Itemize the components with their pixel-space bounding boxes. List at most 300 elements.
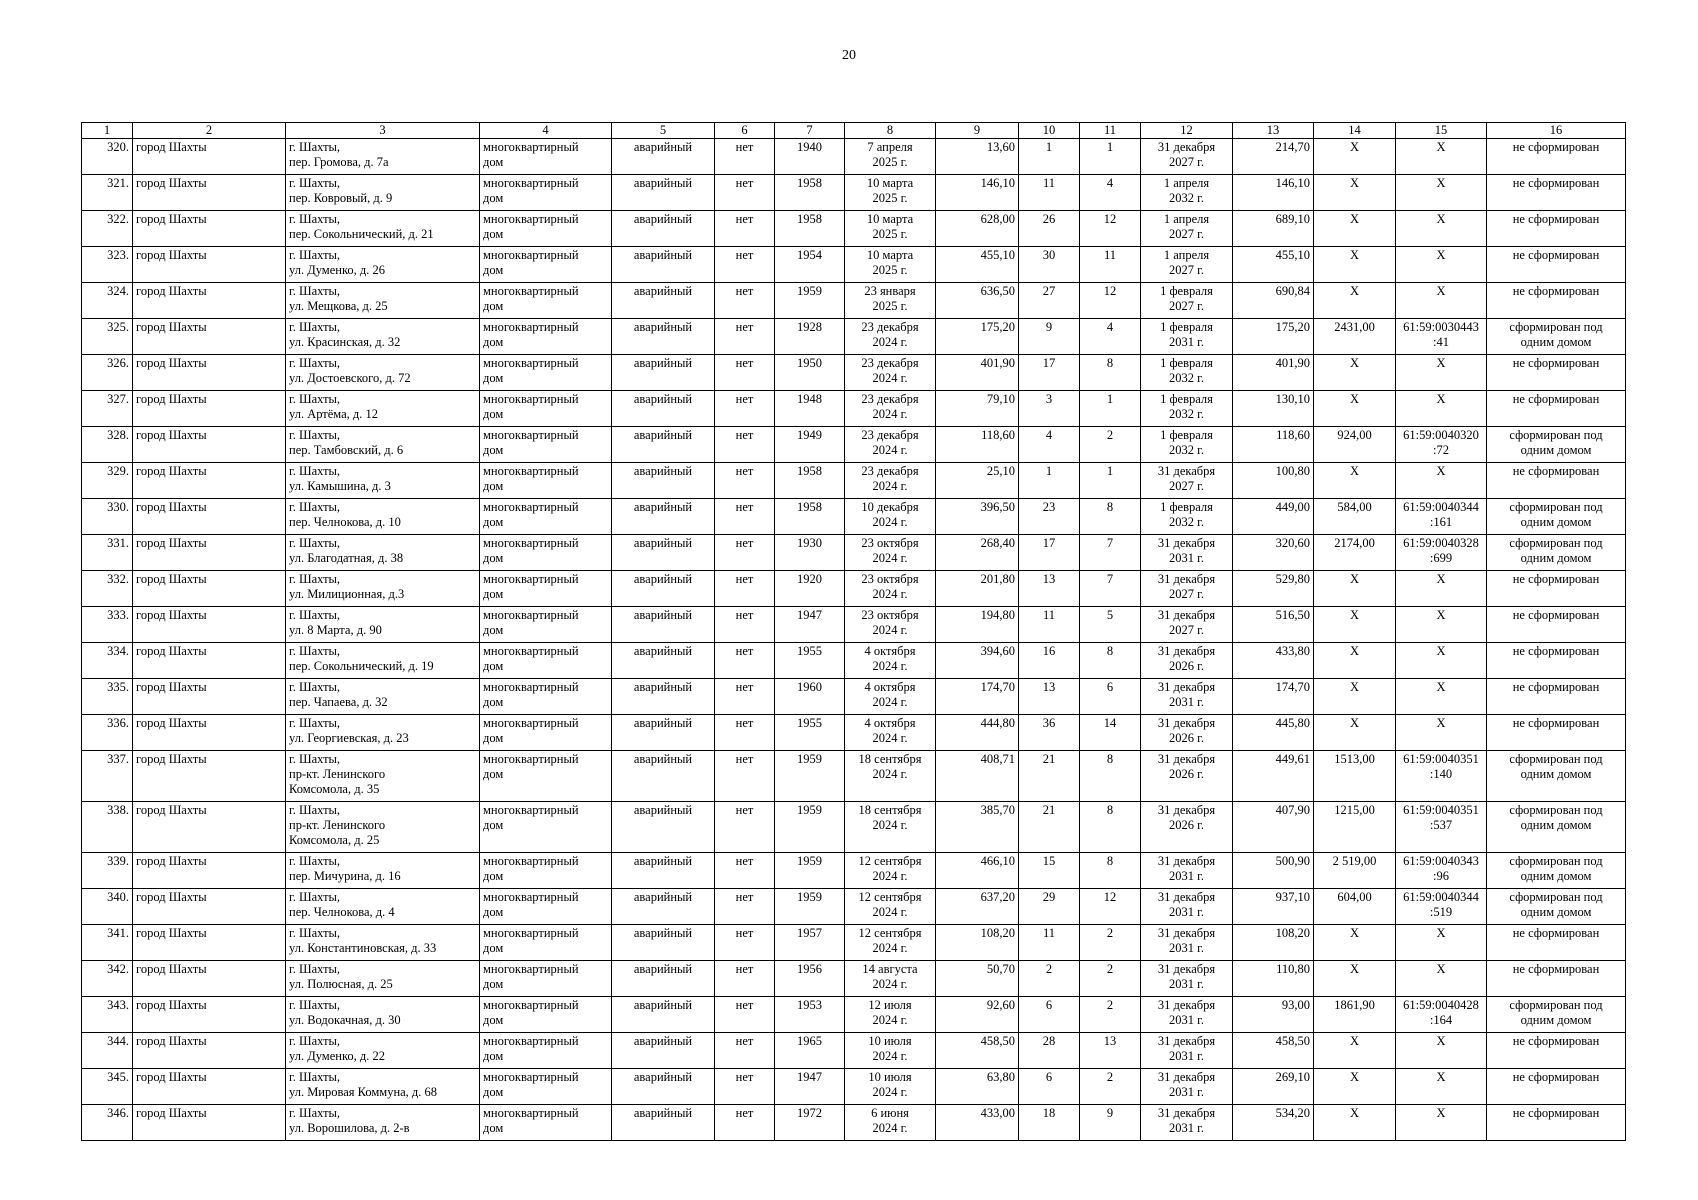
recognition-date-line: 2024 г. <box>872 1013 908 1027</box>
resettlement-deadline-line: 2031 г. <box>1169 905 1204 919</box>
column-9-cell: 92,60 <box>936 997 1019 1033</box>
column-13-cell: 108,20 <box>1233 925 1314 961</box>
recognition-date-line: 2024 г. <box>872 587 908 601</box>
cadastral-number-line: X <box>1436 1106 1446 1120</box>
cadastral-number-line: X <box>1436 572 1446 586</box>
column-9-cell: 401,90 <box>936 355 1019 391</box>
cadastral-number-line: X <box>1436 140 1446 154</box>
resettlement-deadline-line: 2026 г. <box>1169 659 1204 673</box>
municipality-cell: город Шахты <box>133 139 286 175</box>
column-header-10: 10 <box>1019 123 1080 139</box>
recognition-date-cell <box>845 997 936 1033</box>
address-line: ул. Камышина, д. 3 <box>289 479 391 493</box>
recognition-date-line: 23 октября <box>861 536 919 550</box>
land-status-line: сформирован под <box>1509 536 1603 550</box>
address-cell <box>286 247 480 283</box>
recognition-date-cell <box>845 319 936 355</box>
row-number-cell: 339. <box>82 853 133 889</box>
resettlement-deadline-line: 31 декабря <box>1157 1034 1216 1048</box>
recognition-date-line: 23 октября <box>861 572 919 586</box>
resettlement-deadline-line: 31 декабря <box>1157 962 1216 976</box>
cadastral-number-line: X <box>1436 644 1446 658</box>
resettlement-deadline-line: 31 декабря <box>1157 998 1216 1012</box>
recognition-date-line: 10 марта <box>866 176 914 190</box>
recognition-date-line: 14 августа <box>862 962 918 976</box>
land-area-cell: X <box>1314 247 1396 283</box>
address-line: г. Шахты, <box>289 140 341 154</box>
condition-cell: аварийный <box>612 607 715 643</box>
table-body <box>82 139 1626 1141</box>
building-type-cell <box>480 571 612 607</box>
building-type-line: дом <box>483 1121 504 1135</box>
column-6-cell: нет <box>715 853 775 889</box>
cadastral-number-line: :537 <box>1429 818 1453 832</box>
recognition-date-line: 2024 г. <box>872 335 908 349</box>
column-13-cell: 93,00 <box>1233 997 1314 1033</box>
land-status-cell <box>1487 679 1626 715</box>
municipality-cell: город Шахты <box>133 391 286 427</box>
land-area-cell: X <box>1314 607 1396 643</box>
municipality-cell: город Шахты <box>133 283 286 319</box>
build-year-cell: 1958 <box>775 499 845 535</box>
recognition-date-line: 18 сентября <box>858 803 922 817</box>
land-area-cell: X <box>1314 139 1396 175</box>
building-type-line: дом <box>483 155 504 169</box>
column-10-cell: 17 <box>1019 535 1080 571</box>
condition-cell: аварийный <box>612 1069 715 1105</box>
municipality-cell: город Шахты <box>133 1105 286 1141</box>
recognition-date-line: 7 апреля <box>867 140 913 154</box>
land-status-cell <box>1487 175 1626 211</box>
cadastral-number-cell <box>1396 355 1487 391</box>
building-type-cell <box>480 463 612 499</box>
column-13-cell: 500,90 <box>1233 853 1314 889</box>
address-line: ул. Водокачная, д. 30 <box>289 1013 401 1027</box>
column-10-cell: 1 <box>1019 463 1080 499</box>
land-area-cell: X <box>1314 463 1396 499</box>
land-area-cell: 584,00 <box>1314 499 1396 535</box>
address-line: пр-кт. Ленинского <box>289 767 386 781</box>
recognition-date-cell <box>845 751 936 802</box>
condition-cell: аварийный <box>612 283 715 319</box>
address-line: г. Шахты, <box>289 926 341 940</box>
column-10-cell: 11 <box>1019 607 1080 643</box>
building-type-line: дом <box>483 731 504 745</box>
recognition-date-line: 2024 г. <box>872 731 908 745</box>
resettlement-deadline-line: 2032 г. <box>1169 407 1204 421</box>
land-status-line: не сформирован <box>1512 284 1600 298</box>
resettlement-deadline-line: 2032 г. <box>1169 515 1204 529</box>
building-type-cell <box>480 679 612 715</box>
land-area-cell: X <box>1314 925 1396 961</box>
municipality-cell: город Шахты <box>133 247 286 283</box>
cadastral-number-line: :161 <box>1429 515 1453 529</box>
column-10-cell: 11 <box>1019 175 1080 211</box>
cadastral-number-line: 61:59:0040344 <box>1403 500 1479 514</box>
building-type-line: многоквартирный <box>483 572 579 586</box>
column-10-cell: 27 <box>1019 283 1080 319</box>
recognition-date-line: 2024 г. <box>872 767 908 781</box>
land-status-line: одним домом <box>1520 905 1592 919</box>
building-type-cell <box>480 1105 612 1141</box>
recognition-date-line: 2025 г. <box>872 263 908 277</box>
resettlement-deadline-line: 2031 г. <box>1169 869 1204 883</box>
condition-cell: аварийный <box>612 853 715 889</box>
land-status-line: сформирован под <box>1509 428 1603 442</box>
condition-cell: аварийный <box>612 319 715 355</box>
cadastral-number-cell <box>1396 499 1487 535</box>
column-13-cell: 433,80 <box>1233 643 1314 679</box>
resettlement-deadline-cell <box>1141 535 1233 571</box>
table-row <box>82 853 1626 889</box>
land-status-cell <box>1487 247 1626 283</box>
table-row <box>82 211 1626 247</box>
column-11-cell: 2 <box>1080 925 1141 961</box>
land-area-cell: X <box>1314 283 1396 319</box>
municipality-cell: город Шахты <box>133 961 286 997</box>
condition-cell: аварийный <box>612 802 715 853</box>
build-year-cell: 1972 <box>775 1105 845 1141</box>
building-type-cell <box>480 607 612 643</box>
build-year-cell: 1920 <box>775 571 845 607</box>
column-6-cell: нет <box>715 247 775 283</box>
column-13-cell: 529,80 <box>1233 571 1314 607</box>
row-number-cell: 330. <box>82 499 133 535</box>
condition-cell: аварийный <box>612 1105 715 1141</box>
resettlement-deadline-line: 2032 г. <box>1169 191 1204 205</box>
column-9-cell: 174,70 <box>936 679 1019 715</box>
table-row <box>82 1033 1626 1069</box>
address-cell <box>286 643 480 679</box>
address-line: ул. Георгиевская, д. 23 <box>289 731 409 745</box>
address-cell <box>286 427 480 463</box>
table-row <box>82 889 1626 925</box>
row-number-cell: 345. <box>82 1069 133 1105</box>
table-row <box>82 571 1626 607</box>
building-type-cell <box>480 751 612 802</box>
column-13-cell: 455,10 <box>1233 247 1314 283</box>
land-status-line: сформирован под <box>1509 890 1603 904</box>
condition-cell: аварийный <box>612 643 715 679</box>
resettlement-deadline-line: 31 декабря <box>1157 680 1216 694</box>
table-row <box>82 283 1626 319</box>
recognition-date-cell <box>845 961 936 997</box>
row-number-cell: 335. <box>82 679 133 715</box>
column-10-cell: 6 <box>1019 1069 1080 1105</box>
column-13-cell: 118,60 <box>1233 427 1314 463</box>
address-line: г. Шахты, <box>289 962 341 976</box>
row-number-cell: 338. <box>82 802 133 853</box>
column-10-cell: 29 <box>1019 889 1080 925</box>
municipality-cell: город Шахты <box>133 853 286 889</box>
building-type-line: многоквартирный <box>483 212 579 226</box>
build-year-cell: 1959 <box>775 283 845 319</box>
building-type-line: дом <box>483 1013 504 1027</box>
recognition-date-line: 6 июня <box>871 1106 909 1120</box>
building-type-cell <box>480 535 612 571</box>
address-line: ул. Полюсная, д. 25 <box>289 977 393 991</box>
municipality-cell: город Шахты <box>133 1069 286 1105</box>
address-line: пер. Мичурина, д. 16 <box>289 869 401 883</box>
recognition-date-line: 10 марта <box>866 212 914 226</box>
land-area-cell: X <box>1314 175 1396 211</box>
row-number-cell: 329. <box>82 463 133 499</box>
building-type-cell <box>480 1033 612 1069</box>
recognition-date-line: 2024 г. <box>872 869 908 883</box>
recognition-date-cell <box>845 889 936 925</box>
column-6-cell: нет <box>715 139 775 175</box>
recognition-date-line: 2024 г. <box>872 695 908 709</box>
building-type-cell <box>480 961 612 997</box>
table-row <box>82 427 1626 463</box>
column-10-cell: 13 <box>1019 679 1080 715</box>
resettlement-deadline-line: 2032 г. <box>1169 371 1204 385</box>
recognition-date-line: 23 октября <box>861 608 919 622</box>
building-type-line: дом <box>483 407 504 421</box>
build-year-cell: 1953 <box>775 997 845 1033</box>
municipality-cell: город Шахты <box>133 355 286 391</box>
land-status-cell <box>1487 643 1626 679</box>
column-header-6: 6 <box>715 123 775 139</box>
recognition-date-cell <box>845 715 936 751</box>
land-status-line: сформирован под <box>1509 803 1603 817</box>
cadastral-number-cell <box>1396 643 1487 679</box>
condition-cell: аварийный <box>612 715 715 751</box>
column-13-cell: 146,10 <box>1233 175 1314 211</box>
recognition-date-line: 18 сентября <box>858 752 922 766</box>
column-9-cell: 79,10 <box>936 391 1019 427</box>
land-area-cell: X <box>1314 391 1396 427</box>
recognition-date-line: 23 декабря <box>861 464 919 478</box>
building-type-line: дом <box>483 1085 504 1099</box>
table-row <box>82 607 1626 643</box>
address-cell <box>286 139 480 175</box>
land-status-line: не сформирован <box>1512 1070 1600 1084</box>
row-number-cell: 333. <box>82 607 133 643</box>
building-type-line: многоквартирный <box>483 356 579 370</box>
column-6-cell: нет <box>715 997 775 1033</box>
row-number-cell: 325. <box>82 319 133 355</box>
column-6-cell: нет <box>715 802 775 853</box>
condition-cell: аварийный <box>612 355 715 391</box>
land-area-cell: X <box>1314 961 1396 997</box>
address-line: пер. Чапаева, д. 32 <box>289 695 388 709</box>
recognition-date-line: 2025 г. <box>872 155 908 169</box>
land-status-cell <box>1487 571 1626 607</box>
building-type-line: многоквартирный <box>483 1070 579 1084</box>
column-11-cell: 7 <box>1080 571 1141 607</box>
column-6-cell: нет <box>715 319 775 355</box>
column-6-cell: нет <box>715 607 775 643</box>
cadastral-number-line: X <box>1436 464 1446 478</box>
column-11-cell: 12 <box>1080 211 1141 247</box>
recognition-date-cell <box>845 211 936 247</box>
building-type-cell <box>480 643 612 679</box>
address-line: Комсомола, д. 25 <box>289 833 380 847</box>
land-status-line: одним домом <box>1520 443 1592 457</box>
resettlement-deadline-cell <box>1141 283 1233 319</box>
address-line: г. Шахты, <box>289 212 341 226</box>
row-number-cell: 324. <box>82 283 133 319</box>
column-6-cell: нет <box>715 571 775 607</box>
cadastral-number-cell <box>1396 427 1487 463</box>
resettlement-deadline-line: 31 декабря <box>1157 890 1216 904</box>
building-type-cell <box>480 853 612 889</box>
municipality-cell: город Шахты <box>133 802 286 853</box>
column-6-cell: нет <box>715 535 775 571</box>
municipality-cell: город Шахты <box>133 751 286 802</box>
cadastral-number-cell <box>1396 175 1487 211</box>
building-type-line: дом <box>483 515 504 529</box>
building-type-line: дом <box>483 227 504 241</box>
resettlement-deadline-line: 2031 г. <box>1169 1121 1204 1135</box>
table-row <box>82 175 1626 211</box>
row-number-cell: 344. <box>82 1033 133 1069</box>
cadastral-number-line: X <box>1436 680 1446 694</box>
land-status-cell <box>1487 751 1626 802</box>
cadastral-number-cell <box>1396 211 1487 247</box>
recognition-date-cell <box>845 607 936 643</box>
build-year-cell: 1957 <box>775 925 845 961</box>
column-11-cell: 13 <box>1080 1033 1141 1069</box>
building-type-line: многоквартирный <box>483 176 579 190</box>
address-line: г. Шахты, <box>289 392 341 406</box>
land-status-line: не сформирован <box>1512 464 1600 478</box>
table-row <box>82 1105 1626 1141</box>
build-year-cell: 1965 <box>775 1033 845 1069</box>
build-year-cell: 1958 <box>775 175 845 211</box>
land-status-line: одним домом <box>1520 818 1592 832</box>
column-header-12: 12 <box>1141 123 1233 139</box>
address-cell <box>286 925 480 961</box>
cadastral-number-cell <box>1396 751 1487 802</box>
condition-cell: аварийный <box>612 391 715 427</box>
cadastral-number-cell <box>1396 319 1487 355</box>
column-10-cell: 2 <box>1019 961 1080 997</box>
column-9-cell: 268,40 <box>936 535 1019 571</box>
address-cell <box>286 175 480 211</box>
column-10-cell: 15 <box>1019 853 1080 889</box>
column-13-cell: 110,80 <box>1233 961 1314 997</box>
table-row <box>82 643 1626 679</box>
land-status-line: не сформирован <box>1512 572 1600 586</box>
address-line: г. Шахты, <box>289 644 341 658</box>
column-header-4: 4 <box>480 123 612 139</box>
build-year-cell: 1955 <box>775 715 845 751</box>
land-status-line: не сформирован <box>1512 212 1600 226</box>
recognition-date-line: 2024 г. <box>872 977 908 991</box>
column-11-cell: 12 <box>1080 889 1141 925</box>
column-13-cell: 690,84 <box>1233 283 1314 319</box>
build-year-cell: 1956 <box>775 961 845 997</box>
recognition-date-cell <box>845 139 936 175</box>
land-status-cell <box>1487 1033 1626 1069</box>
row-number-cell: 331. <box>82 535 133 571</box>
resettlement-deadline-line: 1 апреля <box>1163 176 1210 190</box>
address-line: ул. Думенко, д. 26 <box>289 263 385 277</box>
column-13-cell: 401,90 <box>1233 355 1314 391</box>
resettlement-deadline-line: 2031 г. <box>1169 335 1204 349</box>
recognition-date-line: 2025 г. <box>872 191 908 205</box>
resettlement-deadline-cell <box>1141 319 1233 355</box>
recognition-date-line: 23 декабря <box>861 428 919 442</box>
building-type-line: многоквартирный <box>483 320 579 334</box>
row-number-cell: 320. <box>82 139 133 175</box>
column-13-cell: 449,00 <box>1233 499 1314 535</box>
build-year-cell: 1959 <box>775 802 845 853</box>
resettlement-deadline-cell <box>1141 802 1233 853</box>
column-9-cell: 628,00 <box>936 211 1019 247</box>
column-13-cell: 937,10 <box>1233 889 1314 925</box>
land-status-cell <box>1487 1069 1626 1105</box>
land-status-cell <box>1487 427 1626 463</box>
table-row <box>82 751 1626 802</box>
cadastral-number-cell <box>1396 607 1487 643</box>
condition-cell: аварийный <box>612 961 715 997</box>
column-6-cell: нет <box>715 1105 775 1141</box>
column-6-cell: нет <box>715 283 775 319</box>
condition-cell: аварийный <box>612 139 715 175</box>
address-line: ул. Думенко, д. 22 <box>289 1049 385 1063</box>
cadastral-number-cell <box>1396 571 1487 607</box>
cadastral-number-line: :699 <box>1429 551 1453 565</box>
build-year-cell: 1948 <box>775 391 845 427</box>
address-line: пер. Сокольнический, д. 19 <box>289 659 434 673</box>
building-type-cell <box>480 355 612 391</box>
cadastral-number-cell <box>1396 391 1487 427</box>
condition-cell: аварийный <box>612 175 715 211</box>
column-9-cell: 455,10 <box>936 247 1019 283</box>
recognition-date-line: 2024 г. <box>872 1049 908 1063</box>
land-status-line: сформирован под <box>1509 500 1603 514</box>
address-line: ул. Мещкова, д. 25 <box>289 299 388 313</box>
column-header-16: 16 <box>1487 123 1626 139</box>
column-10-cell: 9 <box>1019 319 1080 355</box>
land-status-cell <box>1487 355 1626 391</box>
address-cell <box>286 1033 480 1069</box>
building-type-line: дом <box>483 335 504 349</box>
resettlement-deadline-line: 2031 г. <box>1169 551 1204 565</box>
column-13-cell: 175,20 <box>1233 319 1314 355</box>
building-type-line: многоквартирный <box>483 716 579 730</box>
column-9-cell: 396,50 <box>936 499 1019 535</box>
building-type-line: дом <box>483 551 504 565</box>
recognition-date-cell <box>845 535 936 571</box>
recognition-date-line: 23 января <box>864 284 916 298</box>
address-cell <box>286 571 480 607</box>
address-line: г. Шахты, <box>289 752 341 766</box>
row-number-cell: 321. <box>82 175 133 211</box>
recognition-date-line: 2024 г. <box>872 443 908 457</box>
row-number-cell: 328. <box>82 427 133 463</box>
land-area-cell: 2431,00 <box>1314 319 1396 355</box>
column-13-cell: 445,80 <box>1233 715 1314 751</box>
building-type-line: многоквартирный <box>483 248 579 262</box>
recognition-date-cell <box>845 679 936 715</box>
cadastral-number-line: :140 <box>1429 767 1453 781</box>
address-cell <box>286 802 480 853</box>
column-11-cell: 8 <box>1080 751 1141 802</box>
building-type-line: многоквартирный <box>483 1034 579 1048</box>
land-status-cell <box>1487 607 1626 643</box>
land-status-cell <box>1487 1105 1626 1141</box>
condition-cell: аварийный <box>612 535 715 571</box>
column-13-cell: 516,50 <box>1233 607 1314 643</box>
cadastral-number-line: X <box>1436 716 1446 730</box>
land-area-cell: X <box>1314 643 1396 679</box>
land-status-cell <box>1487 139 1626 175</box>
cadastral-number-cell <box>1396 1033 1487 1069</box>
